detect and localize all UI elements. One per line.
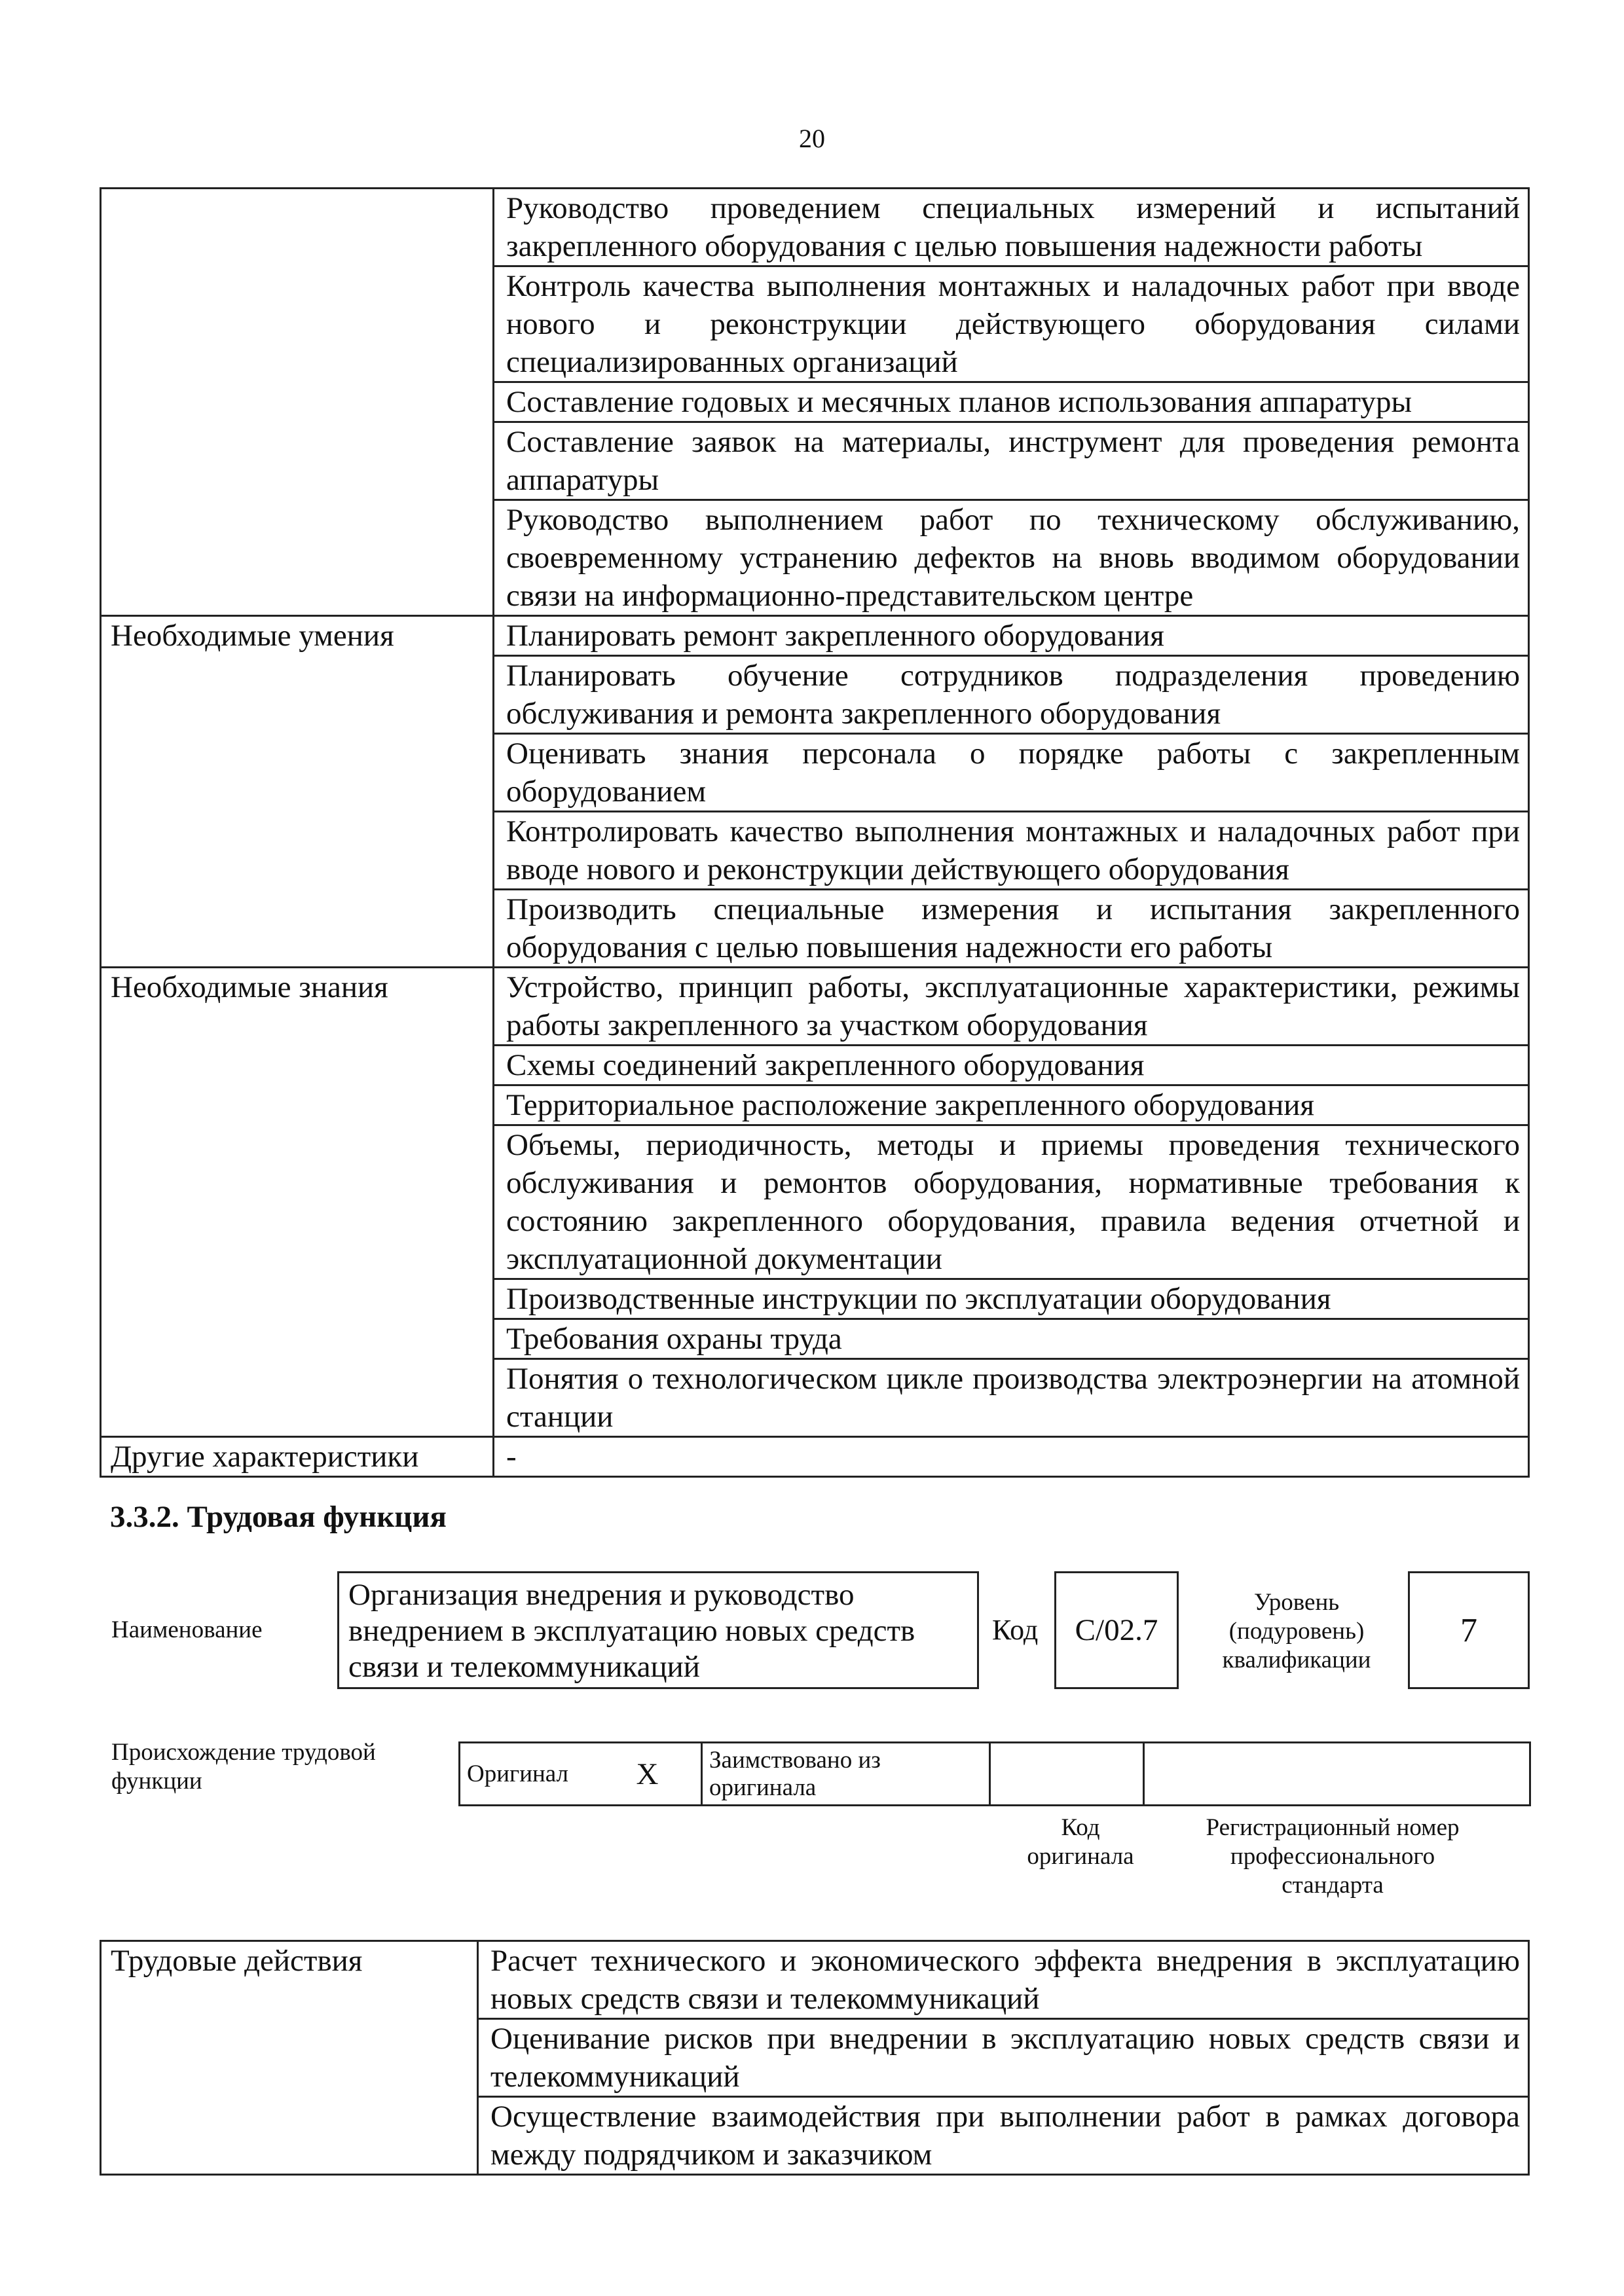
table-row <box>101 189 1529 266</box>
row-item: Расчет технического и экономического эффекта внедрения в эксплуатацию новых средств связи и телекоммуникаций <box>478 1941 1529 2019</box>
row-item: Производственные инструкции по эксплуатации оборудования <box>494 1279 1529 1319</box>
code-label: Код <box>992 1614 1039 1646</box>
row-item: Оценивание рисков при внедрении в эксплуатацию новых средств связи и телекоммуникаций <box>478 2019 1529 2097</box>
row-item: Оценивать знания персонала о порядке работы с закрепленным оборудованием <box>494 734 1529 812</box>
labor-actions-table <box>100 1940 1530 2176</box>
row-label: Необходимые знания <box>101 968 494 1437</box>
borrowed-label: Заимствовано из оригинала <box>702 1743 990 1806</box>
section-title: 3.3.2. Трудовая функция <box>110 1500 447 1534</box>
level-label: Уровень (подуровень) квалификации <box>1222 1589 1371 1673</box>
row-item: Понятия о технологическом цикле производства электроэнергии на атомной станции <box>494 1359 1529 1437</box>
row-item: Планировать обучение сотрудников подразделения проведению обслуживания и ремонта закрепленного оборудования <box>494 656 1529 734</box>
row-label: Необходимые умения <box>101 616 494 968</box>
row-item: Руководство выполнением работ по техническому обслуживанию, своевременному устранению дефектов на вновь вводимом оборудовании связи на информационно-представительском центре <box>494 500 1529 616</box>
code-caption: Код оригинала <box>1027 1814 1134 1870</box>
function-name-value: Организация внедрения и руководство внедрением в эксплуатацию новых средств связи и телекоммуникаций <box>348 1578 915 1684</box>
function-name-box <box>337 1571 979 1689</box>
code-box <box>1054 1571 1179 1689</box>
row-item: Составление заявок на материалы, инструмент для проведения ремонта аппаратуры <box>494 422 1529 500</box>
table-row <box>101 1941 1529 2019</box>
code-value: C/02.7 <box>1075 1613 1158 1647</box>
row-label: Трудовые действия <box>101 1941 478 2175</box>
registration-number-cell <box>1144 1743 1530 1806</box>
row-item: Требования охраны труда <box>494 1319 1529 1359</box>
origin-table <box>458 1741 1531 1806</box>
requirements-table <box>100 187 1530 1478</box>
original-code-cell <box>990 1743 1144 1806</box>
table-row <box>101 616 1529 656</box>
row-item: Производить специальные измерения и испытания закрепленного оборудования с целью повышения надежности его работы <box>494 890 1529 968</box>
row-item: - <box>494 1437 1529 1477</box>
origin-label: Происхождение трудовой функции <box>111 1739 376 1795</box>
name-label: Наименование <box>111 1616 263 1643</box>
original-label: Оригинал <box>460 1743 630 1806</box>
level-value: 7 <box>1460 1611 1477 1649</box>
row-item: Руководство проведением специальных измерений и испытаний закрепленного оборудования с целью повышения надежности работы <box>494 189 1529 266</box>
original-mark: X <box>630 1743 702 1806</box>
row-item: Схемы соединений закрепленного оборудования <box>494 1046 1529 1085</box>
level-box <box>1408 1571 1530 1689</box>
row-item: Контроль качества выполнения монтажных и наладочных работ при вводе нового и реконструкции действующего оборудования силами специализированных организаций <box>494 266 1529 382</box>
row-item: Устройство, принцип работы, эксплуатационные характеристики, режимы работы закрепленного за участком оборудования <box>494 968 1529 1046</box>
row-label <box>101 189 494 616</box>
page-number: 20 <box>799 124 825 153</box>
table-row <box>101 968 1529 1046</box>
row-item: Территориальное расположение закрепленного оборудования <box>494 1085 1529 1125</box>
table-row <box>101 1437 1529 1477</box>
row-item: Осуществление взаимодействия при выполнении работ в рамках договора между подрядчиком и заказчиком <box>478 2097 1529 2175</box>
row-label: Другие характеристики <box>101 1437 494 1477</box>
row-item: Объемы, периодичность, методы и приемы проведения технического обслуживания и ремонтов оборудования, нормативные требования к состоянию закрепленного оборудования, правила ведения отчетной и эксплуатационной документации <box>494 1125 1529 1279</box>
row-item: Планировать ремонт закрепленного оборудования <box>494 616 1529 656</box>
row-item: Контролировать качество выполнения монтажных и наладочных работ при вводе нового и реконструкции действующего оборудования <box>494 812 1529 890</box>
reg-caption: Регистрационный номер профессионального стандарта <box>1206 1814 1460 1899</box>
row-item: Составление годовых и месячных планов использования аппаратуры <box>494 382 1529 422</box>
